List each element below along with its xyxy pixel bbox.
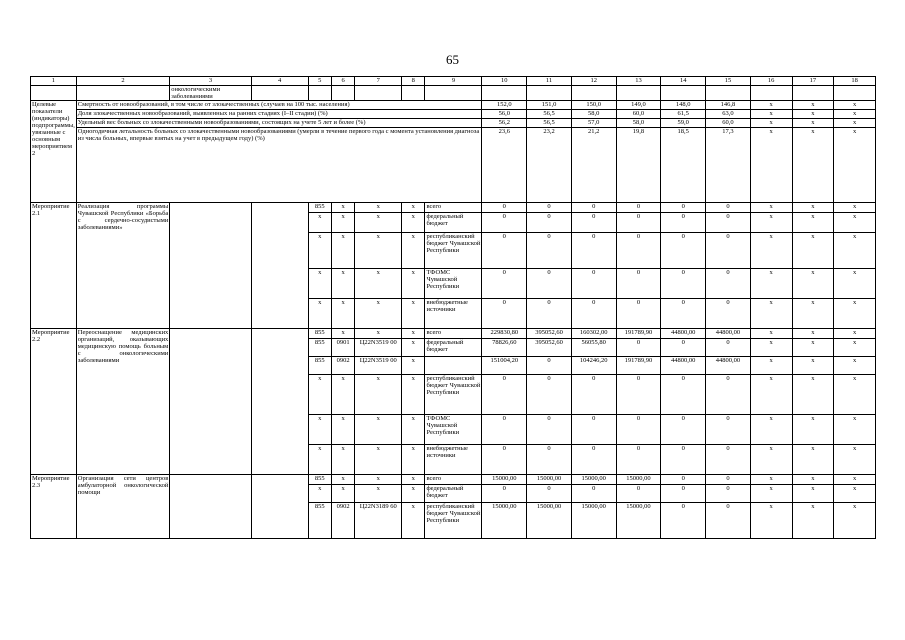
value-cell: 0 (482, 269, 527, 299)
value-cell: 0 (571, 233, 616, 269)
value-cell: 0 (527, 203, 572, 213)
rzpr-cell: 0902 (331, 357, 354, 375)
target-row (31, 101, 876, 110)
table-cell (170, 475, 251, 539)
column-number: 2 (76, 77, 170, 86)
continuation-row (31, 86, 876, 101)
value-cell: 0 (661, 203, 706, 213)
value-cell: 0 (616, 233, 661, 269)
value-cell: 0 (661, 415, 706, 445)
value-cell: x (834, 203, 876, 213)
csr-cell: Ц22N3519 00 (355, 357, 402, 375)
value-cell: 0 (616, 339, 661, 357)
value-cell: 0 (661, 233, 706, 269)
value-cell: 229830,80 (482, 329, 527, 339)
csr-cell: x (355, 375, 402, 415)
value-cell: 44800,00 (661, 329, 706, 339)
funding-source: всего (425, 203, 482, 213)
table-cell (251, 329, 308, 475)
table-cell (331, 86, 354, 101)
value-cell: 61,5 (661, 110, 706, 119)
value-cell: 44800,00 (706, 329, 751, 339)
funding-source: внебюджетные источники (425, 445, 482, 475)
grbs-cell: x (308, 299, 331, 329)
value-cell: x (750, 357, 792, 375)
target-text: Удельный вес больных со злокачественными новообразованиями, состоящих на учете 5 лет и более (%) (76, 119, 482, 128)
value-cell: 18,5 (661, 128, 706, 203)
value-cell: 0 (706, 233, 751, 269)
grbs-cell: 855 (308, 329, 331, 339)
rzpr-cell: x (331, 415, 354, 445)
value-cell: 23,2 (527, 128, 572, 203)
value-cell: x (792, 101, 834, 110)
vr-cell: x (402, 415, 425, 445)
value-cell: x (750, 203, 792, 213)
value-cell: 146,8 (706, 101, 751, 110)
value-cell: 191789,90 (616, 329, 661, 339)
rzpr-cell: 0901 (331, 339, 354, 357)
vr-cell: x (402, 329, 425, 339)
value-cell: 0 (706, 269, 751, 299)
value-cell: x (792, 357, 834, 375)
vr-cell: x (402, 299, 425, 329)
csr-cell: x (355, 269, 402, 299)
measure-label: Мероприятие 2.1 (31, 203, 77, 329)
vr-cell: x (402, 475, 425, 485)
value-cell: x (834, 415, 876, 445)
value-cell: x (834, 110, 876, 119)
value-cell: 0 (616, 269, 661, 299)
value-cell: 0 (706, 485, 751, 503)
value-cell: 104246,20 (571, 357, 616, 375)
value-cell: 59,0 (661, 119, 706, 128)
value-cell: x (750, 101, 792, 110)
value-cell: 0 (571, 445, 616, 475)
value-cell: 0 (571, 299, 616, 329)
value-cell: x (834, 269, 876, 299)
value-cell: 23,6 (482, 128, 527, 203)
table-cell (750, 86, 792, 101)
funding-source: ТФОМС Чувашской Республики (425, 269, 482, 299)
rzpr-cell: x (331, 203, 354, 213)
value-cell: x (834, 119, 876, 128)
target-text: Доля злокачественных новообразований, выявленных на ранних стадиях (I–II стадии) (%) (76, 110, 482, 119)
csr-cell: x (355, 213, 402, 233)
value-cell: 0 (571, 375, 616, 415)
vr-cell: x (402, 357, 425, 375)
table-cell (251, 86, 308, 101)
rzpr-cell: x (331, 299, 354, 329)
column-number: 16 (750, 77, 792, 86)
value-cell: x (834, 375, 876, 415)
value-cell: 56,5 (527, 119, 572, 128)
value-cell: 44800,00 (706, 357, 751, 375)
table-cell (308, 86, 331, 101)
value-cell: 0 (527, 299, 572, 329)
table-cell (251, 475, 308, 539)
value-cell: x (834, 503, 876, 539)
value-cell: 0 (527, 375, 572, 415)
value-cell: 15000,00 (482, 475, 527, 485)
value-cell: 0 (706, 203, 751, 213)
grbs-cell: 855 (308, 475, 331, 485)
value-cell: 0 (661, 503, 706, 539)
table-cell (571, 86, 616, 101)
value-cell: 15000,00 (527, 475, 572, 485)
column-number: 18 (834, 77, 876, 86)
target-text: Одногодичная летальность больных со злокачественными новообразованиями (умерли в течение первого года с момента установления диагноза из числа больных, впервые взятых на учет в предыдущем году) (%) (76, 128, 482, 203)
value-cell: 57,0 (571, 119, 616, 128)
value-cell: x (834, 101, 876, 110)
value-cell: 58,0 (616, 119, 661, 128)
value-cell: x (792, 203, 834, 213)
value-cell: 152,0 (482, 101, 527, 110)
value-cell: 15000,00 (616, 475, 661, 485)
value-cell: x (792, 475, 834, 485)
table-cell (402, 86, 425, 101)
table-cell (706, 86, 751, 101)
value-cell: x (792, 299, 834, 329)
csr-cell: x (355, 299, 402, 329)
value-cell: 0 (706, 503, 751, 539)
grbs-cell: x (308, 269, 331, 299)
value-cell: 60,0 (616, 110, 661, 119)
value-cell: 150,0 (571, 101, 616, 110)
value-cell: 151004,20 (482, 357, 527, 375)
value-cell: x (792, 485, 834, 503)
value-cell: 56055,80 (571, 339, 616, 357)
value-cell: 0 (661, 213, 706, 233)
table-cell (31, 86, 77, 101)
csr-cell: x (355, 329, 402, 339)
value-cell: 0 (482, 375, 527, 415)
grbs-cell: x (308, 485, 331, 503)
value-cell: x (750, 503, 792, 539)
funding-source: всего (425, 475, 482, 485)
value-cell: x (750, 485, 792, 503)
value-cell: 17,3 (706, 128, 751, 203)
value-cell: x (834, 213, 876, 233)
csr-cell: Ц22N3189 60 (355, 503, 402, 539)
continuation-text: онкологическими заболеваниями (170, 86, 251, 101)
rzpr-cell: x (331, 375, 354, 415)
value-cell: x (834, 485, 876, 503)
value-cell: x (792, 503, 834, 539)
value-cell: 0 (616, 415, 661, 445)
value-cell: x (834, 445, 876, 475)
value-cell: 0 (661, 375, 706, 415)
value-cell: 0 (571, 415, 616, 445)
value-cell: x (792, 415, 834, 445)
measure-name: Организация сети центров амбулаторной онкологической помощи (76, 475, 170, 539)
value-cell: x (792, 233, 834, 269)
value-cell: 0 (527, 485, 572, 503)
value-cell: x (750, 213, 792, 233)
table-cell (425, 86, 482, 101)
value-cell: x (750, 269, 792, 299)
value-cell: 0 (661, 299, 706, 329)
value-cell: x (750, 110, 792, 119)
value-cell: 0 (482, 233, 527, 269)
value-cell: 0 (616, 485, 661, 503)
value-cell: 58,0 (571, 110, 616, 119)
value-cell: 0 (616, 213, 661, 233)
value-cell: 0 (661, 339, 706, 357)
column-number: 9 (425, 77, 482, 86)
table-cell (661, 86, 706, 101)
value-cell: 0 (482, 299, 527, 329)
value-cell: x (792, 375, 834, 415)
value-cell: x (792, 110, 834, 119)
funding-source: ТФОМС Чувашской Республики (425, 415, 482, 445)
value-cell: 0 (616, 375, 661, 415)
table-cell (616, 86, 661, 101)
measure-row (31, 475, 876, 485)
value-cell: 21,2 (571, 128, 616, 203)
value-cell: 56,0 (482, 110, 527, 119)
value-cell: x (792, 269, 834, 299)
table-cell (834, 86, 876, 101)
value-cell: 0 (706, 415, 751, 445)
value-cell: x (750, 119, 792, 128)
funding-source: федеральный бюджет (425, 213, 482, 233)
value-cell: x (750, 299, 792, 329)
value-cell: 19,8 (616, 128, 661, 203)
vr-cell: x (402, 233, 425, 269)
value-cell: 160302,00 (571, 329, 616, 339)
value-cell: 0 (482, 213, 527, 233)
value-cell: 0 (571, 203, 616, 213)
grbs-cell: 855 (308, 339, 331, 357)
value-cell: x (792, 445, 834, 475)
value-cell: 0 (482, 203, 527, 213)
csr-cell: x (355, 203, 402, 213)
value-cell: 0 (706, 475, 751, 485)
csr-cell: Ц22N3519 00 (355, 339, 402, 357)
header-row (31, 77, 876, 86)
value-cell: 0 (571, 213, 616, 233)
value-cell: 0 (661, 485, 706, 503)
value-cell: 15000,00 (616, 503, 661, 539)
value-cell: 15000,00 (571, 503, 616, 539)
value-cell: 0 (706, 445, 751, 475)
column-number: 15 (706, 77, 751, 86)
grbs-cell: 855 (308, 503, 331, 539)
rzpr-cell: x (331, 485, 354, 503)
funding-source: федеральный бюджет (425, 339, 482, 357)
vr-cell: x (402, 203, 425, 213)
value-cell: 78826,60 (482, 339, 527, 357)
value-cell: x (750, 415, 792, 445)
funding-source: федеральный бюджет (425, 485, 482, 503)
column-number: 13 (616, 77, 661, 86)
value-cell: 0 (706, 339, 751, 357)
value-cell: x (792, 128, 834, 203)
table-cell (251, 203, 308, 329)
table-cell (482, 86, 527, 101)
value-cell: 15000,00 (482, 503, 527, 539)
targets-label: Целевые показатели (индикаторы) подпрограммы, увязанные с основным мероприятием 2 (31, 101, 77, 203)
target-text: Смертность от новообразований, в том числе от злокачественных (случаев на 100 тыс. населения) (76, 101, 482, 110)
value-cell: 0 (527, 357, 572, 375)
funding-source: внебюджетные источники (425, 299, 482, 329)
value-cell: x (750, 233, 792, 269)
value-cell: 60,0 (706, 119, 751, 128)
column-number: 17 (792, 77, 834, 86)
value-cell: 149,0 (616, 101, 661, 110)
funding-source: всего (425, 329, 482, 339)
table-cell (527, 86, 572, 101)
csr-cell: x (355, 233, 402, 269)
value-cell: 0 (527, 445, 572, 475)
value-cell: x (750, 475, 792, 485)
value-cell: 0 (661, 445, 706, 475)
table-cell (792, 86, 834, 101)
value-cell: 0 (616, 445, 661, 475)
rzpr-cell: x (331, 475, 354, 485)
grbs-cell: x (308, 375, 331, 415)
table-cell (170, 329, 251, 475)
value-cell: x (834, 128, 876, 203)
rzpr-cell: x (331, 233, 354, 269)
column-number: 11 (527, 77, 572, 86)
value-cell: 0 (706, 213, 751, 233)
table-cell (355, 86, 402, 101)
vr-cell: x (402, 213, 425, 233)
value-cell: 0 (616, 203, 661, 213)
csr-cell: x (355, 415, 402, 445)
value-cell: 0 (482, 485, 527, 503)
target-row (31, 128, 876, 203)
value-cell: x (834, 329, 876, 339)
value-cell: x (750, 445, 792, 475)
funding-source: республиканский бюджет Чувашской Республики (425, 375, 482, 415)
column-number: 5 (308, 77, 331, 86)
column-number: 3 (170, 77, 251, 86)
column-number: 1 (31, 77, 77, 86)
grbs-cell: x (308, 445, 331, 475)
grbs-cell: x (308, 415, 331, 445)
csr-cell: x (355, 475, 402, 485)
funding-source: республиканский бюджет Чувашской Республики (425, 503, 482, 539)
value-cell: 395052,60 (527, 329, 572, 339)
value-cell: 0 (527, 213, 572, 233)
column-number: 12 (571, 77, 616, 86)
grbs-cell: 855 (308, 203, 331, 213)
value-cell: x (834, 233, 876, 269)
value-cell: 0 (482, 445, 527, 475)
measure-name: Реализация программы Чувашской Республики «Борьба с сердечно-сосудистыми заболеваниями» (76, 203, 170, 329)
value-cell: 191789,90 (616, 357, 661, 375)
value-cell: x (834, 299, 876, 329)
value-cell: 148,0 (661, 101, 706, 110)
value-cell: 0 (527, 269, 572, 299)
value-cell: 0 (661, 269, 706, 299)
rzpr-cell: 0902 (331, 503, 354, 539)
value-cell: 0 (482, 415, 527, 445)
value-cell: 15000,00 (571, 475, 616, 485)
column-number: 10 (482, 77, 527, 86)
rzpr-cell: x (331, 445, 354, 475)
value-cell: x (750, 128, 792, 203)
measure-label: Мероприятие 2.3 (31, 475, 77, 539)
rzpr-cell: x (331, 213, 354, 233)
vr-cell: x (402, 503, 425, 539)
value-cell: 151,0 (527, 101, 572, 110)
value-cell: x (792, 339, 834, 357)
value-cell: 56,2 (482, 119, 527, 128)
value-cell: x (792, 213, 834, 233)
value-cell: x (750, 329, 792, 339)
column-number: 4 (251, 77, 308, 86)
column-number: 7 (355, 77, 402, 86)
value-cell: 0 (706, 375, 751, 415)
value-cell: 0 (527, 415, 572, 445)
funding-source (425, 357, 482, 375)
value-cell: 15000,00 (527, 503, 572, 539)
value-cell: 56,5 (527, 110, 572, 119)
measure-row (31, 203, 876, 213)
rzpr-cell: x (331, 269, 354, 299)
value-cell: 0 (616, 299, 661, 329)
vr-cell: x (402, 375, 425, 415)
value-cell: x (750, 339, 792, 357)
value-cell: x (792, 119, 834, 128)
value-cell: x (834, 475, 876, 485)
measure-name: Переоснащение медицинских организаций, оказывающих медицинскую помощь больным с онкологическими заболеваниями (76, 329, 170, 475)
target-row (31, 119, 876, 128)
grbs-cell: 855 (308, 357, 331, 375)
funding-source: республиканский бюджет Чувашской Республики (425, 233, 482, 269)
column-number: 6 (331, 77, 354, 86)
measure-row (31, 329, 876, 339)
column-number: 8 (402, 77, 425, 86)
vr-cell: x (402, 485, 425, 503)
program-table (30, 76, 876, 539)
vr-cell: x (402, 269, 425, 299)
grbs-cell: x (308, 213, 331, 233)
value-cell: 44800,00 (661, 357, 706, 375)
table-cell (170, 203, 251, 329)
measure-label: Мероприятие 2.2 (31, 329, 77, 475)
value-cell: 0 (661, 475, 706, 485)
value-cell: x (834, 357, 876, 375)
grbs-cell: x (308, 233, 331, 269)
column-number: 14 (661, 77, 706, 86)
csr-cell: x (355, 485, 402, 503)
value-cell: 0 (706, 299, 751, 329)
value-cell: 0 (571, 269, 616, 299)
value-cell: x (750, 375, 792, 415)
value-cell: 0 (571, 485, 616, 503)
target-row (31, 110, 876, 119)
vr-cell: x (402, 445, 425, 475)
value-cell: x (834, 339, 876, 357)
page-number: 65 (446, 52, 459, 67)
table-cell (76, 86, 170, 101)
value-cell: 0 (527, 233, 572, 269)
csr-cell: x (355, 445, 402, 475)
value-cell: 395052,60 (527, 339, 572, 357)
value-cell: x (792, 329, 834, 339)
rzpr-cell: x (331, 329, 354, 339)
value-cell: 63,0 (706, 110, 751, 119)
vr-cell: x (402, 339, 425, 357)
